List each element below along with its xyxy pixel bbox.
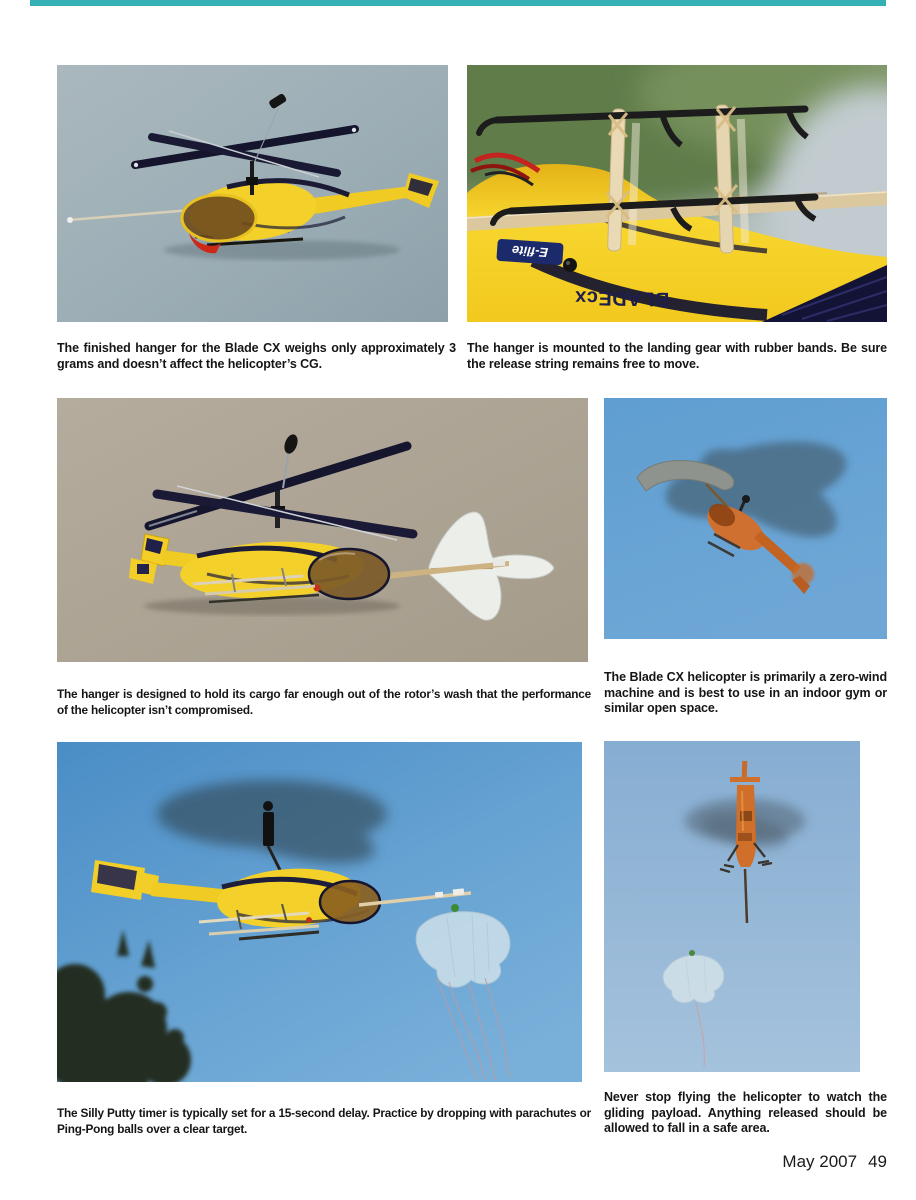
footer-page-number: 49 xyxy=(868,1152,887,1171)
caption-hanger-mounted: The hanger is mounted to the landing gear with rubber bands. Be sure the release string remains free to move. xyxy=(467,341,887,371)
page-footer xyxy=(782,1152,887,1172)
figure-hanger-with-glider xyxy=(57,398,588,662)
caption-parachute-drop-practice: The Silly Putty timer is typically set for a 15-second delay. Practice by dropping with parachutes or Ping-Pong balls over a clear target. xyxy=(57,1106,591,1136)
hanger-mounted-photo xyxy=(467,65,887,322)
released-parachute-photo xyxy=(604,741,860,1072)
hanger-with-glider-photo xyxy=(57,398,588,662)
model-label-text: BLADEcx xyxy=(574,286,670,310)
top-rule xyxy=(30,0,886,6)
caption-finished-hanger: The finished hanger for the Blade CX weighs only approximately 3 grams and doesn’t affect the helicopter’s CG. xyxy=(57,341,456,371)
blade-cx-airborne-photo xyxy=(604,398,887,639)
figure-hanger-mounted xyxy=(467,65,887,322)
parachute-drop-photo xyxy=(57,742,582,1082)
caption-hanger-with-glider: The hanger is designed to hold its cargo far enough out of the rotor’s wash that the performance of the helicopter isn’t compromised. xyxy=(57,687,591,717)
figure-blade-cx-airborne xyxy=(604,398,887,639)
figure-parachute-drop-practice xyxy=(57,742,582,1082)
finished-hanger-photo xyxy=(57,65,448,322)
brand-label-text: E-flite xyxy=(511,242,549,261)
caption-blade-cx-airborne: The Blade CX helicopter is primarily a zero-wind machine and is best to use in an indoor gym or similar open space. xyxy=(604,670,887,715)
footer-issue-date: May 2007 xyxy=(782,1152,858,1171)
figure-finished-hanger xyxy=(57,65,448,322)
figure-released-parachute xyxy=(604,741,860,1072)
caption-released-parachute: Never stop flying the helicopter to watch the gliding payload. Anything released should be allowed to fall in a safe area. xyxy=(604,1090,887,1135)
